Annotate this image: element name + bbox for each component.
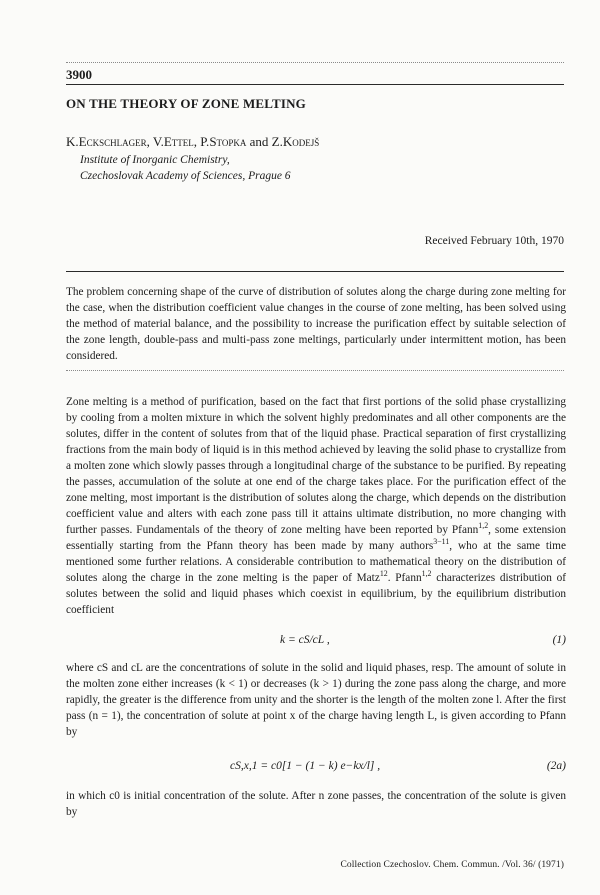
journal-citation-footer: Collection Czechoslov. Chem. Commun. /Vol. 36/ (1971): [340, 860, 564, 870]
author-4-initial: Z.: [271, 134, 283, 149]
equation-1-number: (1): [552, 634, 566, 646]
author-2-initial: V.: [152, 134, 164, 149]
p1-part-a: Zone melting is a method of purification, based on the fact that first portions of the solid phase crystallizing by cooling from a molten mixture in which the solvent highly predominates and all other components are the solutes, differ in the content of solutes from that of the liquid phase. Practical separation of first crystallizing fractions from the main body of liquid is in this method achieved by leaving the solid phase to crystallize from a molten zone which slowly passes through a longitudinal charge of the substance to be purified. By repeating the passes, accumulation of the solute at one end of the charge takes place. For the purification effect of the zone melting, most important is the distribution of solutes along the charge, which depends on the distribution coefficient value and alters with each zone pass till it attains ultimate distribution, no more changing with further passes. Fundamentals of the theory of zone melting have been reported by Pfann: [66, 396, 566, 536]
author-3-name: Stopka: [209, 134, 247, 149]
p2-text: where cS and cL are the concentrations of solute in the solid and liquid phases, resp. The amount of solute in the molten zone either increases (k < 1) or decreases (k > 1) during the zone pass along the charge, and more rapidly, the greater is the difference from unity and the shorter is the length of the molten zone l. After the first pass (n = 1), the concentration of solute at point x of the charge having length L, is given according to Pfann by: [66, 662, 566, 738]
author-1-initial: K.: [66, 134, 79, 149]
author-list: K.Eckschlager, V.Ettel, P.Stopka and Z.Kodejš: [66, 134, 320, 149]
author-3-initial: P.: [200, 134, 210, 149]
p3-text: in which c0 is initial concentration of the solute. After n zone passes, the concentration of the solute is given by: [66, 790, 566, 818]
p1-part-c: , who at the same time mentioned some further relations. A considerable contribution to mathematical theory on the distribution of solutes along the charge in the zone melting is the paper of Matz: [66, 540, 566, 584]
ref-pfann: 1,2: [478, 521, 489, 531]
body-paragraph-3: [66, 788, 566, 820]
ref-matz: 12: [379, 569, 388, 579]
p1-part-d: . Pfann: [387, 572, 422, 584]
abstract-top-rule: [66, 271, 564, 272]
body-paragraph-1: [66, 394, 566, 618]
received-date: Received February 10th, 1970: [424, 235, 564, 247]
affiliation-line-1: Institute of Inorganic Chemistry,: [80, 154, 230, 166]
p1-part-b: , some extension essentially starting from the Pfann theory has been made by many authors: [66, 524, 566, 552]
equation-1: [66, 634, 566, 652]
page-number: 3900: [66, 67, 92, 82]
abstract: The problem concerning shape of the curve of distribution of solutes along the charge during zone melting for the case, when the distribution coefficient value changes in the course of zone melting, has been solved using the method of material balance, and the possibility to increase the purification effect by suitable selection of the zone length, double-pass and multi-pass zone meltings, particularly under intermittent motion, has been considered.: [66, 286, 566, 362]
equation-2a: [66, 760, 566, 778]
article-title: ON THE THEORY OF ZONE MELTING: [66, 96, 306, 111]
author-1-name: Eckschlager: [78, 134, 147, 149]
author-conjunction: and: [249, 134, 269, 149]
p1-part-e: characterizes distribution of solutes between the solid and liquid phases which coexist in equilibrium, by the equilibrium distribution coefficient: [66, 572, 567, 616]
ref-authors: 3−11: [433, 537, 450, 547]
ref-pfann-2: 1,2: [421, 569, 432, 579]
equation-2a-number: (2a): [546, 760, 566, 772]
equation-2a-formula: cS,x,1 = c0[1 − (1 − k) e−kx/l] ,: [230, 760, 381, 772]
abstract-bottom-rule: [66, 370, 564, 371]
equation-1-formula: k = cS/cL ,: [280, 634, 330, 646]
header-rule: [66, 84, 564, 85]
author-2-name: Ettel: [163, 134, 194, 149]
author-4-name: Kodejš: [282, 134, 320, 149]
affiliation-line-2: Czechoslovak Academy of Sciences, Prague 6: [80, 170, 291, 182]
body-paragraph-2: [66, 660, 566, 740]
top-dotted-rule: [66, 62, 564, 63]
